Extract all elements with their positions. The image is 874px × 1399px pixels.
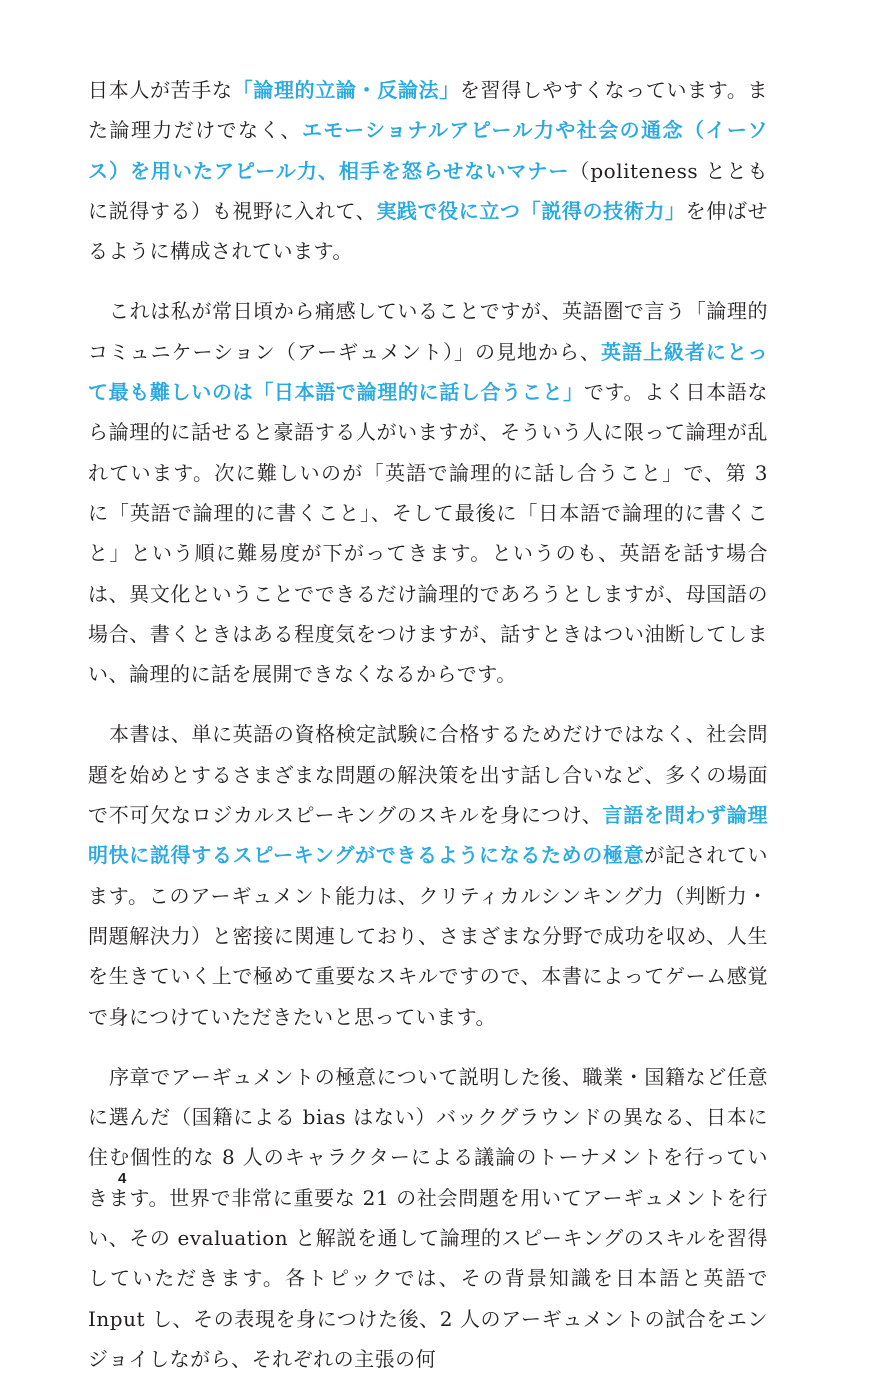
highlighted-phrase: 実践で役に立つ「説得の技術力」 [376, 198, 686, 223]
paragraph-4 [88, 1057, 768, 1379]
page-body [88, 70, 768, 1399]
text-segment: を習得しやすくなっています。また論理力だけでなく、 [88, 78, 769, 143]
text-segment: （politeness とともに説得する）も視野に入れて、 [88, 158, 768, 223]
paragraph-1 [88, 70, 768, 271]
highlighted-phrase: 「論理的立論・反論法」 [232, 78, 460, 102]
text-segment: 序章でアーギュメントの極意について説明した後、職業・国籍など任意に選んだ（国籍による bias はない）バックグラウンドの異なる、日本に住む個性的な 8 人のキャラクターによる議論のトーナメントを行っていきます。世界で非常に重要な 21 の社会問題を用いてアーギュメントを行い、その evaluation と解説を通して論理的スピーキングのスキルを習得していただきます。各トピックでは、その背景知識を日本語と英語で Input し、その表現を身につけた後、2 人のアーギュメントの試合をエンジョイしながら、それぞれの主張の何 [88, 1064, 768, 1371]
text-segment: 本書は、単に英語の資格検定試験に合格するためだけではなく、社会問題を始めとするさまざまな問題の解決策を出す話し合いなど、多くの場面で不可欠なロジカルスピーキングのスキルを身につけ、 [88, 722, 768, 828]
text-segment: これは私が常日頃から痛感していることですが、英語圏で言う「論理的コミュニケーション（アーギュメント）」の見地から、 [88, 299, 768, 364]
highlighted-phrase: エモーショナルアピール力や社会の通念（イーソス）を用いたアピール力、相手を怒らせないマナー [88, 118, 768, 183]
text-segment: です。よく日本語なら論理的に話せると豪語する人がいますが、そういう人に限って論理が乱れています。次に難しいのが「英語で論理的に話し合うこと」で、第 3 に「英語で論理的に書くこと」、そして最後に「日本語で論理的に書くこと」という順に難易度が下がってきます。というのも、英語を話す場合は、異文化ということでできるだけ論理的であろうとしますが、母国語の場合、書くときはある程度気をつけますが、話すときはつい油断してしまい、論理的に話を展開できなくなるからです。 [88, 380, 769, 687]
highlighted-phrase: 英語上級者にとって最も難しいのは「日本語で論理的に話し合うこと」 [88, 339, 769, 405]
paragraph-3 [88, 714, 768, 1036]
text-segment: 日本人が苦手な [88, 78, 233, 102]
page-number: 4 [118, 1170, 127, 1187]
text-segment: を伸ばせるように構成されています。 [88, 198, 769, 264]
paragraph-2 [88, 291, 768, 694]
text-segment: が記されています。このアーギュメント能力は、クリティカルシンキング力（判断力・問題解決力）と密接に関連しており、さまざまな分野で成功を収め、人生を生きていく上で極めて重要なスキルですので、本書によってゲーム感覚で身につけていただきたいと思っています。 [88, 843, 768, 1029]
highlighted-phrase: 言語を問わず論理明快に説得するスピーキングができるようになるための極意 [88, 803, 768, 868]
